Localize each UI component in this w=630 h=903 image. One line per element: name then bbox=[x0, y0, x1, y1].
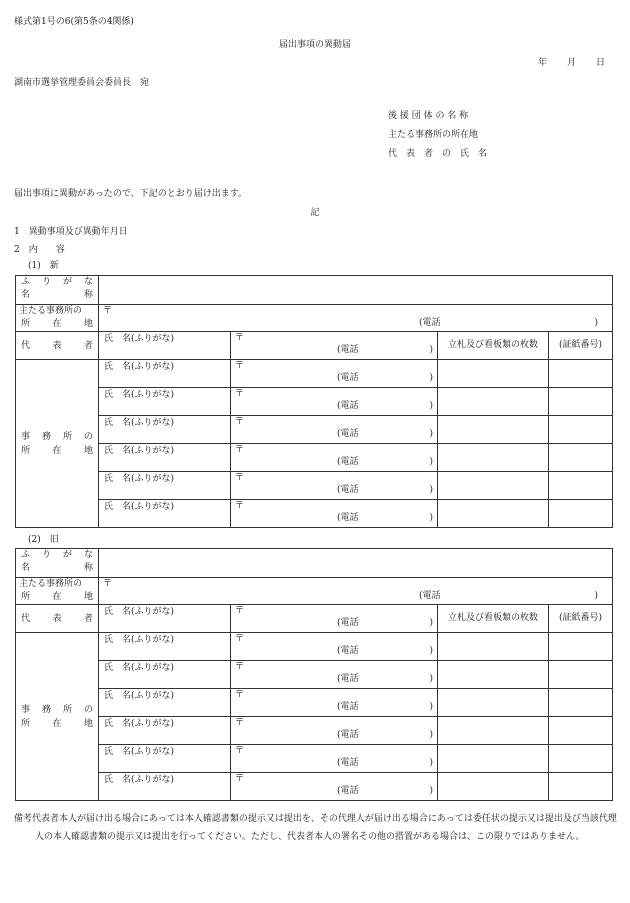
rep-address-cell[interactable] bbox=[231, 605, 438, 633]
date-month: 月 bbox=[567, 58, 577, 68]
office-location-row bbox=[16, 444, 613, 472]
tel-close: ) bbox=[594, 591, 598, 601]
tel-close: ) bbox=[429, 485, 433, 495]
office-address-cell[interactable] bbox=[231, 360, 438, 388]
name-furigana-label: 氏 名(ふりがな) bbox=[104, 747, 175, 757]
name-furigana-label: 氏 名(ふりがな) bbox=[104, 502, 175, 512]
remarks-text: 代表者本人が届け出る場合にあっては本人確認書類の提示又は提出を、その代理人が届け出る場合にあっては委任状の提示又は提出及び当該代理人の本人確認書類の提示又は提出を行ってください。ただし、代表者本人の署名その他の措置がある場合は、この限りではありません。 bbox=[32, 814, 617, 842]
zip-mark: 〒 bbox=[235, 774, 245, 784]
signboards-cell[interactable] bbox=[438, 633, 549, 661]
signboards-cell[interactable] bbox=[438, 661, 549, 689]
name-furigana-label: 氏 名(ふりがな) bbox=[104, 362, 175, 372]
office-address-cell[interactable] bbox=[231, 773, 438, 801]
remarks-head: 備考 bbox=[14, 814, 33, 824]
office-location-row bbox=[16, 717, 613, 745]
office-address-cell[interactable] bbox=[231, 416, 438, 444]
office-address-label: 主たる事務所の所在地 bbox=[388, 130, 479, 140]
zip-mark: 〒 bbox=[235, 662, 245, 672]
furigana-char: ふ bbox=[21, 550, 31, 560]
office-loc-char: 務 bbox=[41, 705, 51, 715]
tel-open: (電話 bbox=[337, 674, 359, 684]
office-loc-char: 在 bbox=[52, 446, 62, 456]
furigana-char: な bbox=[83, 550, 93, 560]
tel-open: (電話 bbox=[337, 618, 359, 628]
office-address-cell[interactable] bbox=[231, 388, 438, 416]
date-year: 年 bbox=[538, 58, 548, 68]
tel-close: ) bbox=[429, 373, 433, 383]
furigana-char: ふ bbox=[21, 277, 31, 287]
cert-no-cell[interactable] bbox=[549, 472, 613, 500]
office-name-cell[interactable] bbox=[99, 388, 231, 416]
zip-mark: 〒 bbox=[235, 746, 245, 756]
office-row bbox=[16, 305, 613, 332]
tel-open: (電話 bbox=[337, 345, 359, 355]
office-row bbox=[16, 578, 613, 605]
tel-open: (電話 bbox=[419, 318, 441, 328]
group-name-row bbox=[16, 276, 613, 305]
signboards-cell[interactable] bbox=[438, 444, 549, 472]
signboards-cell[interactable] bbox=[438, 773, 549, 801]
office-name-cell[interactable] bbox=[99, 416, 231, 444]
office-address-cell[interactable] bbox=[231, 444, 438, 472]
name-furigana-label: 氏 名(ふりがな) bbox=[104, 334, 175, 344]
office-location-row bbox=[16, 500, 613, 528]
tel-open: (電話 bbox=[337, 485, 359, 495]
signboards-cell[interactable] bbox=[438, 360, 549, 388]
name-char: 名 bbox=[21, 563, 31, 573]
office-location-row bbox=[16, 773, 613, 801]
old-info-table bbox=[15, 548, 613, 801]
office-address-cell[interactable] bbox=[231, 500, 438, 528]
cert-no-cell[interactable] bbox=[549, 360, 613, 388]
name-furigana-label: 氏 名(ふりがな) bbox=[104, 474, 175, 484]
rep-char: 者 bbox=[83, 341, 93, 351]
tel-close: ) bbox=[429, 345, 433, 355]
group-name-value[interactable] bbox=[99, 276, 613, 305]
office-char: 所 bbox=[21, 319, 31, 329]
rep-char: 表 bbox=[52, 614, 62, 624]
zip-mark: 〒 bbox=[235, 389, 245, 399]
office-location-row bbox=[16, 689, 613, 717]
rep-char: 代 bbox=[21, 614, 31, 624]
office-location-row bbox=[16, 416, 613, 444]
signboards-cell[interactable] bbox=[438, 388, 549, 416]
name-furigana-label: 氏 名(ふりがな) bbox=[104, 775, 175, 785]
remarks bbox=[14, 810, 619, 846]
office-name-cell[interactable] bbox=[99, 444, 231, 472]
office-loc-char: 地 bbox=[83, 719, 93, 729]
office-loc-char: 事 bbox=[21, 705, 31, 715]
cert-no-cell[interactable] bbox=[549, 745, 613, 773]
form-id: 様式第1号の6(第5条の4関係) bbox=[14, 17, 134, 27]
zip-mark: 〒 bbox=[235, 473, 245, 483]
furigana-char: な bbox=[83, 277, 93, 287]
tel-close: ) bbox=[429, 730, 433, 740]
zip-mark: 〒 bbox=[235, 333, 245, 343]
office-location-row bbox=[16, 633, 613, 661]
office-loc-char: 所 bbox=[62, 432, 72, 442]
representative-label-cell bbox=[16, 332, 99, 360]
signboards-cell[interactable] bbox=[438, 717, 549, 745]
office-char: 地 bbox=[83, 592, 93, 602]
office-name-cell[interactable] bbox=[99, 745, 231, 773]
tel-close: ) bbox=[429, 457, 433, 467]
furigana-char: り bbox=[41, 550, 51, 560]
zip-mark: 〒 bbox=[235, 445, 245, 455]
tel-close: ) bbox=[429, 429, 433, 439]
cert-no-cell[interactable] bbox=[549, 717, 613, 745]
signboards-cell[interactable] bbox=[438, 500, 549, 528]
furigana-char: り bbox=[41, 277, 51, 287]
cert-no-cell[interactable] bbox=[549, 444, 613, 472]
office-loc-char: の bbox=[83, 705, 93, 715]
new-info-table bbox=[15, 275, 613, 528]
date-line bbox=[538, 59, 605, 68]
group-name-label: 後 援 団 体 の 名 称 bbox=[388, 111, 469, 121]
office-char: 在 bbox=[52, 592, 62, 602]
office-address-cell[interactable] bbox=[231, 472, 438, 500]
office-loc-char: 地 bbox=[83, 446, 93, 456]
furigana-char: が bbox=[62, 550, 72, 560]
tel-open: (電話 bbox=[337, 429, 359, 439]
tel-open: (電話 bbox=[337, 786, 359, 796]
office-address-cell[interactable] bbox=[231, 745, 438, 773]
office-name-cell[interactable] bbox=[99, 717, 231, 745]
rep-char: 代 bbox=[21, 341, 31, 351]
tel-open: (電話 bbox=[337, 646, 359, 656]
zip-mark: 〒 bbox=[103, 579, 113, 589]
office-name-cell[interactable] bbox=[99, 500, 231, 528]
furigana-char: が bbox=[62, 277, 72, 287]
name-furigana-label: 氏 名(ふりがな) bbox=[104, 691, 175, 701]
signboards-cell[interactable] bbox=[438, 472, 549, 500]
office-name-cell[interactable] bbox=[99, 773, 231, 801]
office-label-cell bbox=[16, 578, 99, 605]
name-char: 称 bbox=[83, 563, 93, 573]
group-name-label-cell bbox=[16, 276, 99, 305]
zip-mark: 〒 bbox=[103, 306, 113, 316]
zip-mark: 〒 bbox=[235, 606, 245, 616]
office-location-row bbox=[16, 360, 613, 388]
item-contents: 2 内 容 bbox=[14, 245, 65, 255]
name-furigana-label: 氏 名(ふりがな) bbox=[104, 390, 175, 400]
office-location-row bbox=[16, 472, 613, 500]
representative-label-cell bbox=[16, 605, 99, 633]
zip-mark: 〒 bbox=[235, 361, 245, 371]
office-loc-char: 所 bbox=[21, 719, 31, 729]
office-location-row bbox=[16, 661, 613, 689]
zip-mark: 〒 bbox=[235, 690, 245, 700]
representative-row bbox=[16, 605, 613, 633]
tel-open: (電話 bbox=[337, 373, 359, 383]
cert-no-cell[interactable] bbox=[549, 773, 613, 801]
name-furigana-label: 氏 名(ふりがな) bbox=[104, 719, 175, 729]
tel-open: (電話 bbox=[419, 591, 441, 601]
office-value[interactable] bbox=[99, 578, 613, 605]
office-loc-char: の bbox=[83, 432, 93, 442]
tel-open: (電話 bbox=[337, 513, 359, 523]
zip-mark: 〒 bbox=[235, 634, 245, 644]
cert-no-cell[interactable] bbox=[549, 661, 613, 689]
office-address-cell[interactable] bbox=[231, 717, 438, 745]
office-label-cell bbox=[16, 305, 99, 332]
tel-open: (電話 bbox=[337, 457, 359, 467]
office-location-row bbox=[16, 745, 613, 773]
tel-open: (電話 bbox=[337, 702, 359, 712]
section-label: (1) 新 bbox=[28, 261, 59, 271]
name-furigana-label: 氏 名(ふりがな) bbox=[104, 418, 175, 428]
tel-close: ) bbox=[429, 646, 433, 656]
rep-address-cell[interactable] bbox=[231, 332, 438, 360]
signboards-header: 立札及び看板類の枚数 bbox=[438, 605, 549, 633]
signboards-cell[interactable] bbox=[438, 745, 549, 773]
tel-open: (電話 bbox=[337, 401, 359, 411]
cert-no-cell[interactable] bbox=[549, 633, 613, 661]
group-name-label-cell bbox=[16, 549, 99, 578]
zip-mark: 〒 bbox=[235, 417, 245, 427]
name-furigana-label: 氏 名(ふりがな) bbox=[104, 607, 175, 617]
office-name-cell[interactable] bbox=[99, 689, 231, 717]
group-name-value[interactable] bbox=[99, 549, 613, 578]
tel-close: ) bbox=[429, 702, 433, 712]
name-char: 名 bbox=[21, 290, 31, 300]
rep-char: 者 bbox=[83, 614, 93, 624]
office-value[interactable] bbox=[99, 305, 613, 332]
office-char: 所 bbox=[21, 592, 31, 602]
name-furigana-label: 氏 名(ふりがな) bbox=[104, 663, 175, 673]
office-location-label-cell bbox=[16, 360, 99, 528]
office-label-line1: 主たる事務所の bbox=[19, 579, 83, 589]
tel-close: ) bbox=[429, 786, 433, 796]
cert-no-cell[interactable] bbox=[549, 500, 613, 528]
rep-name-cell[interactable] bbox=[99, 605, 231, 633]
ki-heading: 記 bbox=[310, 208, 320, 218]
zip-mark: 〒 bbox=[235, 718, 245, 728]
office-address-cell[interactable] bbox=[231, 689, 438, 717]
signboards-cell[interactable] bbox=[438, 689, 549, 717]
cert-no-cell[interactable] bbox=[549, 388, 613, 416]
document-title: 届出事項の異動届 bbox=[278, 40, 351, 50]
intro-text: 届出事項に異動があったので、下記のとおり届け出ます。 bbox=[14, 189, 248, 199]
addressee: 湖南市選挙管理委員会委員長 宛 bbox=[14, 78, 150, 88]
date-day: 日 bbox=[596, 58, 606, 68]
office-address-cell[interactable] bbox=[231, 633, 438, 661]
group-name-row bbox=[16, 549, 613, 578]
tel-close: ) bbox=[594, 318, 598, 328]
name-furigana-label: 氏 名(ふりがな) bbox=[104, 635, 175, 645]
signboards-header: 立札及び看板類の枚数 bbox=[438, 332, 549, 360]
office-loc-char: 所 bbox=[21, 446, 31, 456]
tel-close: ) bbox=[429, 513, 433, 523]
tel-open: (電話 bbox=[337, 758, 359, 768]
cert-no-header: (証紙番号) bbox=[549, 605, 613, 633]
tel-close: ) bbox=[429, 401, 433, 411]
item-change-date: 1 異動事項及び異動年月日 bbox=[14, 227, 128, 237]
rep-char: 表 bbox=[52, 341, 62, 351]
office-loc-char: 務 bbox=[41, 432, 51, 442]
name-furigana-label: 氏 名(ふりがな) bbox=[104, 446, 175, 456]
office-name-cell[interactable] bbox=[99, 633, 231, 661]
office-loc-char: 事 bbox=[21, 432, 31, 442]
tel-open: (電話 bbox=[337, 730, 359, 740]
office-name-cell[interactable] bbox=[99, 661, 231, 689]
rep-name-cell[interactable] bbox=[99, 332, 231, 360]
office-address-cell[interactable] bbox=[231, 661, 438, 689]
cert-no-cell[interactable] bbox=[549, 689, 613, 717]
office-label-line1: 主たる事務所の bbox=[19, 306, 83, 316]
signboards-cell[interactable] bbox=[438, 416, 549, 444]
office-name-cell[interactable] bbox=[99, 472, 231, 500]
representative-row bbox=[16, 332, 613, 360]
office-loc-char: 在 bbox=[52, 719, 62, 729]
cert-no-cell[interactable] bbox=[549, 416, 613, 444]
name-char: 称 bbox=[83, 290, 93, 300]
tel-close: ) bbox=[429, 618, 433, 628]
office-loc-char: 所 bbox=[62, 705, 72, 715]
office-char: 地 bbox=[83, 319, 93, 329]
office-name-cell[interactable] bbox=[99, 360, 231, 388]
office-location-label-cell bbox=[16, 633, 99, 801]
tel-close: ) bbox=[429, 758, 433, 768]
cert-no-header: (証紙番号) bbox=[549, 332, 613, 360]
zip-mark: 〒 bbox=[235, 501, 245, 511]
tel-close: ) bbox=[429, 674, 433, 684]
office-char: 在 bbox=[52, 319, 62, 329]
representative-name-label: 代 表 者 の 氏 名 bbox=[388, 149, 488, 159]
section-label: (2) 旧 bbox=[28, 535, 59, 545]
office-location-row bbox=[16, 388, 613, 416]
